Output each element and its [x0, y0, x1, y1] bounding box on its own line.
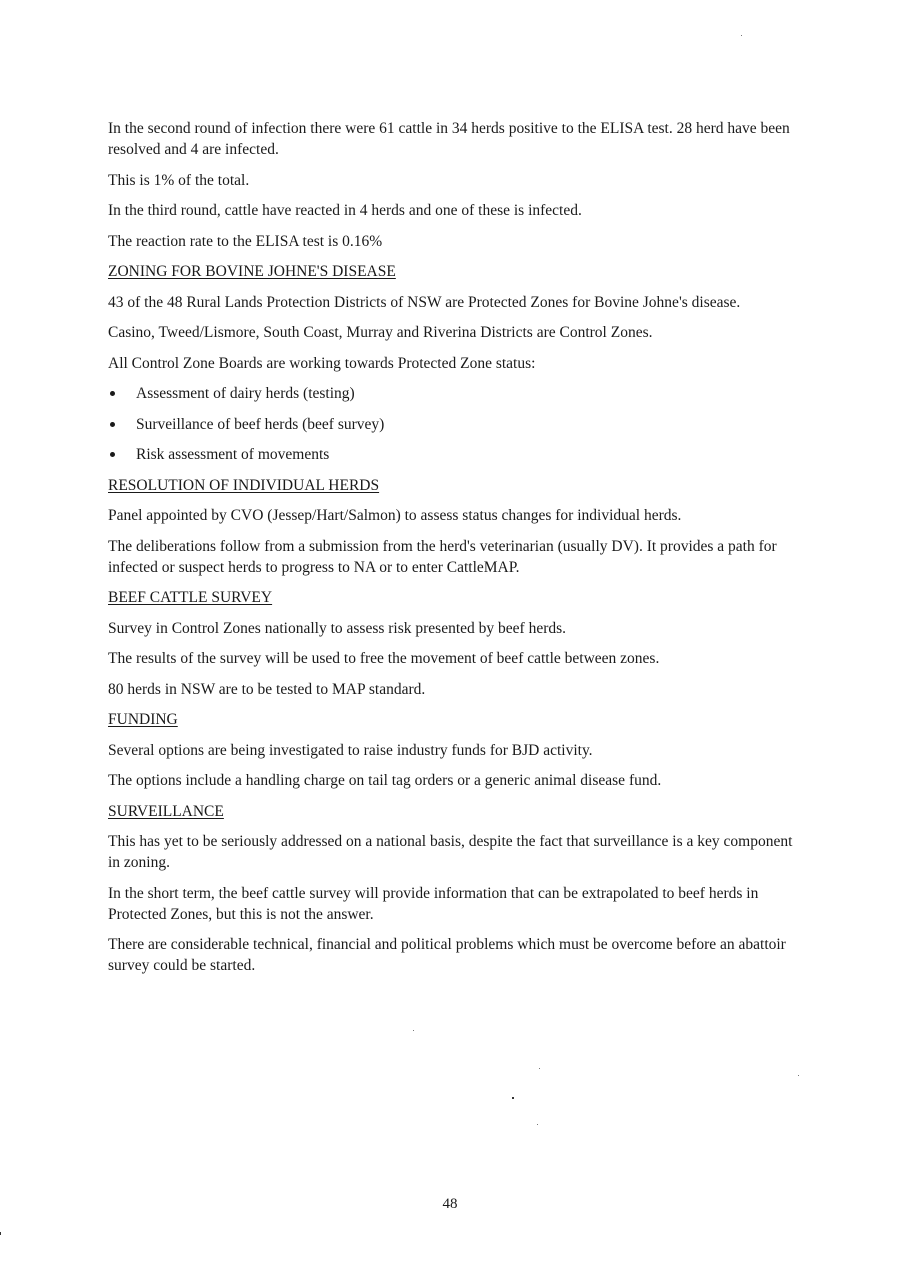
funding-heading: FUNDING: [108, 711, 178, 728]
zoning-paragraph-1: 43 of the 48 Rural Lands Protection Districts of NSW are Protected Zones for Bovine Johne's disease.: [108, 293, 741, 311]
beef-survey-heading: BEEF CATTLE SURVEY: [108, 589, 273, 606]
funding-paragraph-2: The options include a handling charge on tail tag orders or a generic animal disease fund.: [108, 772, 662, 789]
resolution-paragraph-1: Panel appointed by CVO (Jessep/Hart/Salmon) to assess status changes for individual herds.: [108, 507, 682, 524]
zoning-paragraph-3: All Control Zone Boards are working towards Protected Zone status:: [108, 354, 536, 372]
bullet-item-risk-assessment: Risk assessment of movements: [108, 444, 808, 465]
intro-paragraph-3: In the third round, cattle have reacted in 4 herds and one of these is infected.: [108, 202, 582, 219]
intro-paragraph-1: In the second round of infection there were 61 cattle in 34 herds positive to the ELISA test. 28 herd have been resolved and 4 are infected.: [108, 120, 790, 158]
beef-survey-paragraph-3: 80 herds in NSW are to be tested to MAP standard.: [108, 680, 426, 698]
scan-speck: [512, 1097, 514, 1099]
resolution-paragraph-2: The deliberations follow from a submission from the herd's veterinarian (usually DV). It provides a path for infected or suspect herds to progress to NA or to enter CattleMAP.: [108, 537, 777, 576]
beef-survey-paragraph-1: Survey in Control Zones nationally to assess risk presented by beef herds.: [108, 619, 567, 637]
scan-speck: [413, 1030, 414, 1031]
surveillance-paragraph-3: There are considerable technical, financial and political problems which must be overcome before an abattoir survey could be started.: [108, 936, 786, 974]
surveillance-paragraph-2: In the short term, the beef cattle survey will provide information that can be extrapolated to beef herds in Protected Zones, but this is not the answer.: [108, 884, 759, 923]
beef-survey-paragraph-2: The results of the survey will be used to free the movement of beef cattle between zones.: [108, 650, 660, 667]
surveillance-heading: SURVEILLANCE: [108, 802, 224, 820]
intro-paragraph-4: The reaction rate to the ELISA test is 0.16%: [108, 232, 383, 250]
page-number: 48: [442, 1196, 458, 1212]
scan-speck: [0, 1232, 1, 1235]
surveillance-paragraph-1: This has yet to be seriously addressed on a national basis, despite the fact that surveillance is a key component in zoning.: [108, 833, 793, 871]
document-body: [108, 118, 808, 986]
scan-speck: [537, 1124, 538, 1125]
zoning-paragraph-2: Casino, Tweed/Lismore, South Coast, Murray and Riverina Districts are Control Zones.: [108, 324, 653, 341]
scan-speck: [539, 1068, 540, 1069]
scan-speck: [798, 1075, 799, 1076]
zoning-bullet-list: [108, 383, 808, 465]
bullet-item-beef-surveillance: Surveillance of beef herds (beef survey): [108, 414, 808, 435]
resolution-heading: RESOLUTION OF INDIVIDUAL HERDS: [108, 476, 380, 494]
funding-paragraph-1: Several options are being investigated to raise industry funds for BJD activity.: [108, 741, 593, 759]
bullet-item-dairy-testing: Assessment of dairy herds (testing): [108, 383, 808, 404]
scan-speck: [741, 35, 742, 36]
zoning-heading: ZONING FOR BOVINE JOHNE'S DISEASE: [108, 263, 396, 280]
intro-paragraph-2: This is 1% of the total.: [108, 171, 250, 189]
